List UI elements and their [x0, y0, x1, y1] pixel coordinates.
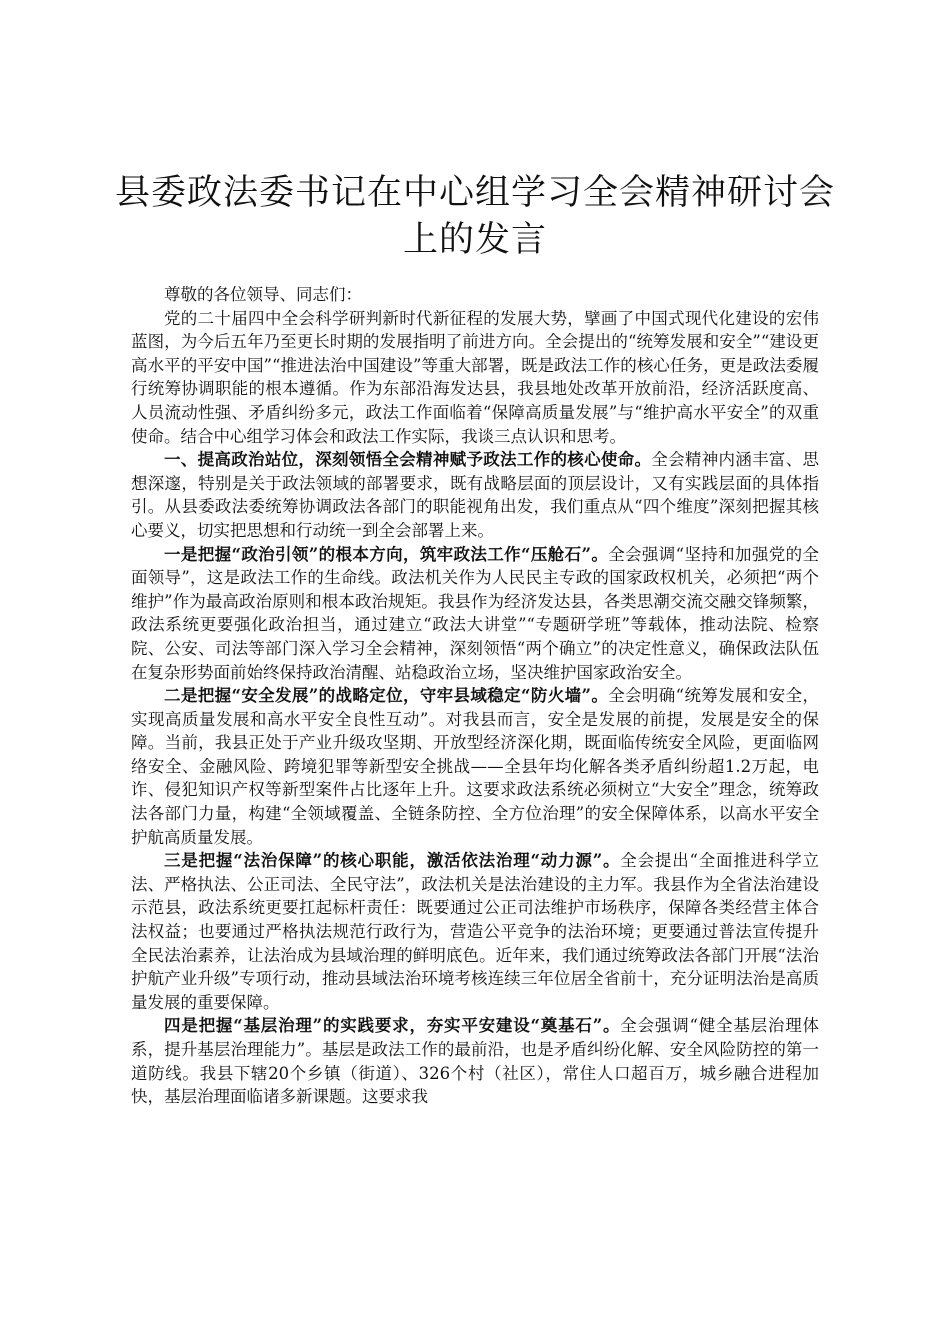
- paragraph-text: 全会明确“统筹发展和安全，实现高质量发展和高水平安全良性互动”。对我县而言，安全是发展的前提，发展是安全的保障。当前，我县正处于产业升级攻坚期、开放型经济深化期，既面临传统安全风险，更面临网络安全、金融风险、跨境犯罪等新型安全挑战——全县年均化解各类矛盾纠纷超1.2万起，电诈、侵犯知识产权等新型案件占比逐年上升。这要求政法系统必须树立“大安全”理念，统筹政法各部门力量，构建“全领域覆盖、全链条防控、全方位治理”的安全保障体系，以高水平安全护航高质量发展。: [131, 686, 820, 847]
- section-heading: 一、提高政治站位，深刻领悟全会精神赋予政法工作的核心使命。: [164, 450, 652, 470]
- point-heading: 二是把握“安全发展”的战略定位，守牢县域稳定“防火墙”。: [164, 686, 609, 706]
- salutation-paragraph: [131, 283, 819, 307]
- point-three-paragraph: [131, 849, 819, 1014]
- point-two-paragraph: [131, 684, 819, 849]
- section-one-paragraph: [131, 448, 819, 542]
- paragraph-text: 全会强调“健全基层治理体系，提升基层治理能力”。基层是政法工作的最前沿，也是矛盾纠纷化解、安全风险防控的第一道防线。我县下辖20个乡镇（街道）、326个村（社区），常住人口超百万，城乡融合进程加快，基层治理面临诸多新课题。这要求我: [131, 1016, 820, 1107]
- paragraph-text: 全会精神内涵丰富、思想深邃，特别是关于政法领域的部署要求，既有战略层面的顶层设计，又有实践层面的具体指引。从县委政法委统筹协调政法各部门的职能视角出发，我们重点从“四个维度”深刻把握其核心要义，切实把思想和行动统一到全会部署上来。: [131, 450, 820, 540]
- document-body: [131, 283, 819, 1109]
- point-heading: 一是把握“政治引领”的根本方向，筑牢政法工作“压舱石”。: [164, 544, 609, 564]
- paragraph-text: 全会提出“全面推进科学立法、严格执法、公正司法、全民守法”，政法机关是法治建设的主力军。我县作为全省法治建设示范县，政法系统更要扛起标杆责任：既要通过公正司法维护市场秩序，保障各类经营主体合法权益；也要通过严格执法规范行政行为，营造公平竞争的法治环境；更要通过普法宣传提升全民法治素养，让法治成为县域治理的鲜明底色。近年来，我们通过统筹政法各部门开展“法治护航产业升级”专项行动，推动县域法治环境考核连续三年位居全省前十，充分证明法治是高质量发展的重要保障。: [131, 851, 820, 1012]
- document-title: 县委政法委书记在中心组学习全会精神研讨会上的发言: [114, 173, 835, 260]
- point-one-paragraph: [131, 543, 819, 685]
- paragraph-text: 尊敬的各位领导、同志们：: [164, 285, 362, 304]
- paragraph-text: 全会强调“坚持和加强党的全面领导”，这是政法工作的生命线。政法机关作为人民民主专政的国家政权机关，必须把“两个维护”作为最高政治原则和根本政治规矩。我县作为经济发达县，各类思潮交流交融交锋频繁，政法系统更要强化政治担当，通过建立“政法大讲堂”“专题研学班”等载体，推动法院、检察院、公安、司法等部门深入学习全会精神，深刻领悟“两个确立”的决定性意义，确保政法队伍在复杂形势面前始终保持政治清醒、站稳政治立场，坚决维护国家政治安全。: [131, 544, 820, 682]
- intro-paragraph: [131, 307, 819, 449]
- point-four-paragraph: [131, 1014, 819, 1108]
- point-heading: 三是把握“法治保障”的核心职能，激活依法治理“动力源”。: [164, 851, 621, 871]
- point-heading: 四是把握“基层治理”的实践要求，夯实平安建设“奠基石”。: [164, 1016, 621, 1036]
- paragraph-text: 党的二十届四中全会科学研判新时代新征程的发展大势，擘画了中国式现代化建设的宏伟蓝图，为今后五年乃至更长时期的发展指明了前进方向。全会提出的“统筹发展和安全”“建设更高水平的平安中国”“推进法治中国建设”等重大部署，既是政法工作的核心任务，更是政法委履行统筹协调职能的根本遵循。作为东部沿海发达县，我县地处改革开放前沿，经济活跃度高、人员流动性强、矛盾纠纷多元，政法工作面临着“保障高质量发展”与“维护高水平安全”的双重使命。结合中心组学习体会和政法工作实际，我谈三点认识和思考。: [131, 308, 819, 446]
